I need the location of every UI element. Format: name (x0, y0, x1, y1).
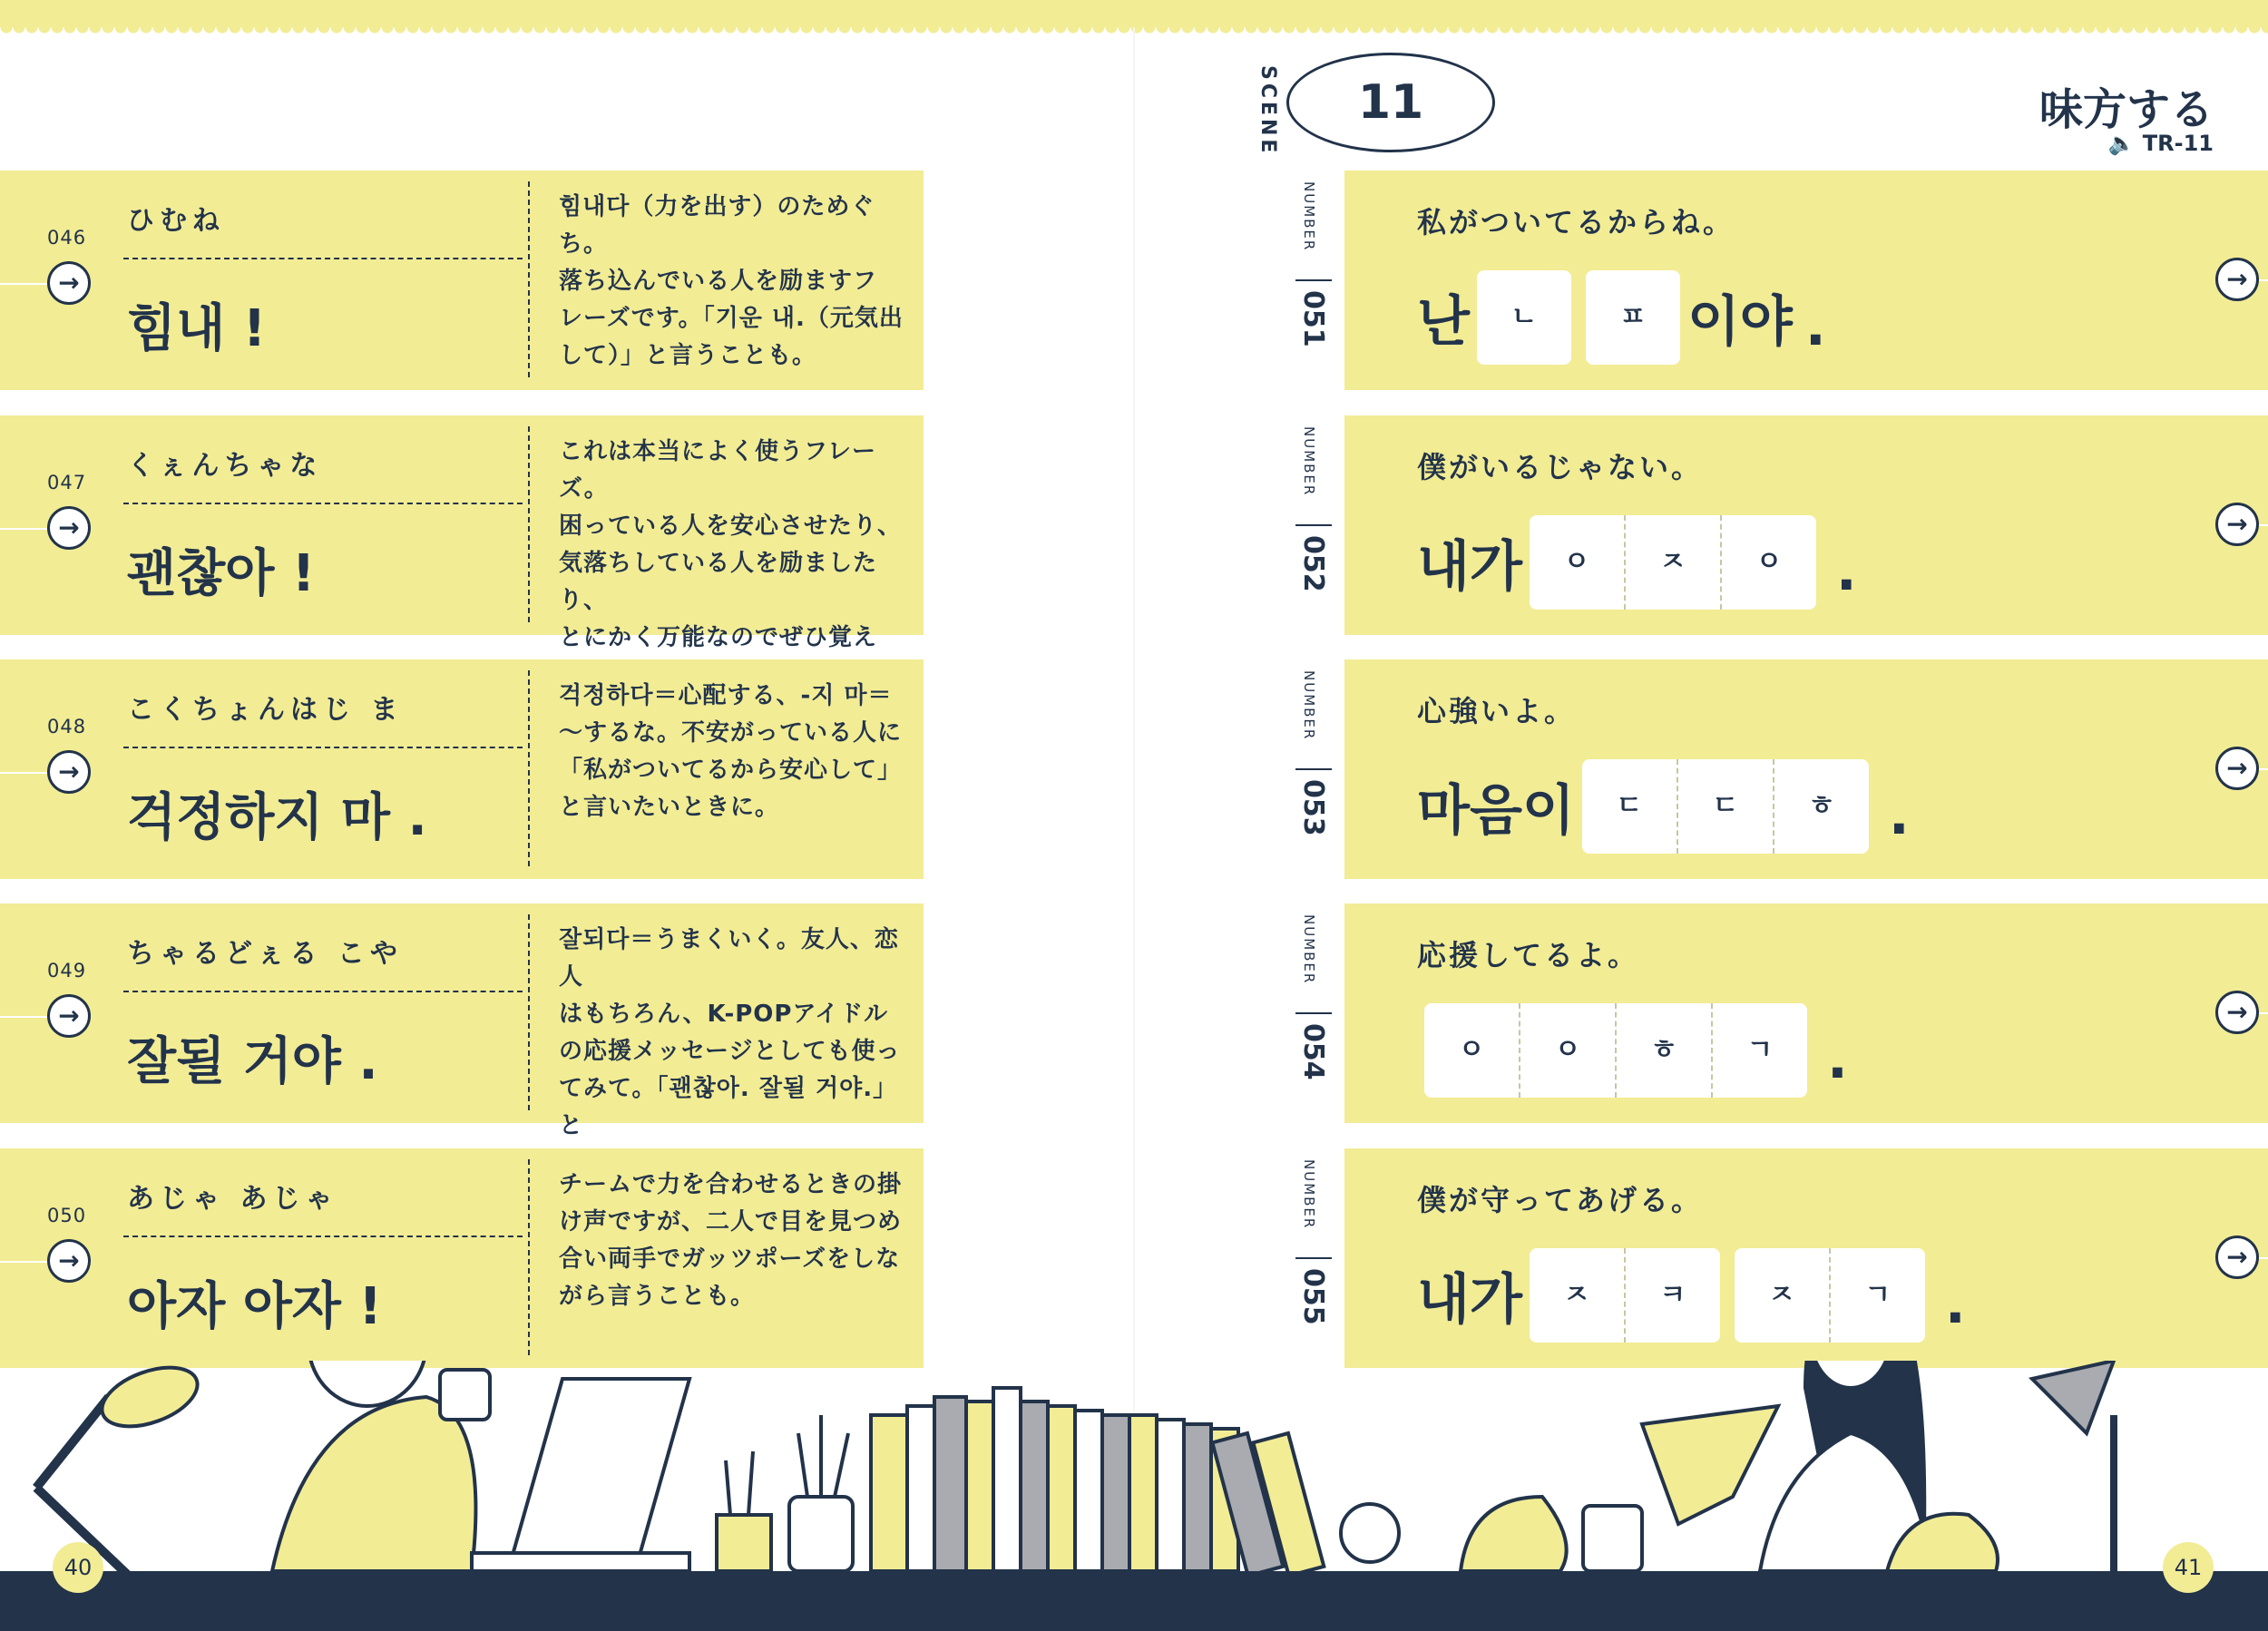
answer-blank[interactable]: ㅍ (1619, 301, 1647, 333)
phrase-card (0, 1148, 924, 1368)
divider (528, 426, 530, 622)
answer-box-group (1586, 270, 1680, 365)
phrase-note: 걱정하다＝心配する、-지 마＝ ～するな。不安がっている人に 「私がついてるから安心して」 と言いたいときに。 (559, 682, 903, 821)
number-label: NUMBER (1301, 670, 1317, 741)
person-left-with-laptop (272, 1361, 689, 1571)
answer-blank[interactable]: ㄷ (1616, 790, 1643, 822)
phrase-period: . (1888, 784, 1910, 847)
number-tag (1295, 415, 1332, 635)
phrase-card (0, 171, 924, 390)
phrase-note: これは本当によく使うフレーズ。 困っている人を安心させたり、 気落ちしている人を励ましたり、 とにかく万能なのでぜひ覚え (559, 438, 903, 651)
arrow-right-icon[interactable]: → (47, 506, 91, 550)
speaker-icon: 🔈 (2107, 131, 2136, 156)
answer-blank[interactable]: ㄷ (1677, 759, 1773, 854)
connector-line (2259, 279, 2268, 281)
quiz-phrase (1417, 1003, 1848, 1098)
arrow-right-icon[interactable]: → (2215, 258, 2259, 301)
phrase-prefix: 마음이 (1417, 779, 1575, 843)
quiz-card (1344, 659, 2268, 879)
phrase-korean: 아자 아자 ! (127, 1277, 382, 1336)
desk-lamp-right (2032, 1361, 2148, 1597)
phrase-korean: 괜찮아 ! (127, 544, 316, 603)
connector-line (2259, 524, 2268, 526)
phrase-reading: ちゃるどぇる こや (127, 938, 403, 970)
divider (1295, 768, 1332, 770)
book-row (871, 1388, 1324, 1576)
quiz-phrase (1417, 759, 1910, 854)
divider (1295, 524, 1332, 526)
connector-line (0, 528, 47, 530)
number-tag (1295, 1148, 1332, 1368)
phrase-prefix: 내가 (1417, 535, 1522, 599)
phrase-card (0, 659, 924, 879)
answer-blank[interactable]: ㅈ (1624, 515, 1720, 610)
connector-line (0, 1261, 47, 1263)
phrase-period: . (1944, 1273, 1966, 1336)
answer-blank[interactable]: ㅈ (1768, 1279, 1795, 1311)
phrase-card (0, 415, 924, 651)
phrase-note: 힘내다（力を出す）のためぐち。 落ち込んでいる人を励ますフ レーズです。「기운 내.（元気出 して）」と言うことも。 (559, 193, 904, 369)
answer-box-group (1424, 1003, 1807, 1098)
top-stripe (0, 0, 2268, 27)
page-number-right: 41 (2163, 1542, 2214, 1593)
arrow-right-icon[interactable]: → (47, 750, 91, 794)
divider (1295, 279, 1332, 281)
phrase-number: 047 (47, 472, 87, 493)
number-tag (1295, 903, 1332, 1123)
answer-box-group (1477, 270, 1571, 365)
divider (123, 1235, 523, 1237)
quiz-card (1344, 1148, 2268, 1368)
arrow-right-icon[interactable]: → (47, 1239, 91, 1283)
connector-line (2259, 1012, 2268, 1014)
number-label: NUMBER (1301, 914, 1317, 985)
quiz-prompt-japanese: 応援してるよ。 (1417, 938, 1640, 972)
phrase-suffix: 이야 (1686, 290, 1793, 354)
quiz-prompt-japanese: 私がついてるからね。 (1417, 205, 1735, 239)
arrow-right-icon[interactable]: → (47, 261, 91, 305)
answer-blank[interactable]: ㅇ (1720, 515, 1816, 610)
person-right-with-tablet (1642, 1361, 1998, 1571)
arrow-right-icon[interactable]: → (47, 994, 91, 1038)
divider (1295, 1257, 1332, 1259)
audio-track[interactable] (2108, 131, 2214, 156)
number-tag (1295, 659, 1332, 879)
connector-line (2259, 1257, 2268, 1259)
quiz-prompt-japanese: 僕がいるじゃない。 (1417, 450, 1704, 484)
answer-box-group (1530, 1248, 1720, 1343)
item-number: 055 (1297, 1268, 1329, 1325)
quiz-prompt-japanese: 僕が守ってあげる。 (1417, 1183, 1704, 1217)
quiz-phrase (1417, 1248, 1966, 1343)
phrase-korean: 잘될 거야 . (127, 1032, 378, 1091)
item-number: 053 (1297, 779, 1329, 836)
number-label: NUMBER (1301, 181, 1317, 252)
number-tag (1295, 171, 1332, 390)
answer-blank[interactable]: ㄱ (1711, 1003, 1807, 1098)
quiz-phrase (1417, 515, 1857, 610)
track-label: TR-11 (2142, 131, 2214, 156)
desk-surface (0, 1571, 2268, 1631)
divider (123, 747, 523, 748)
answer-blank[interactable]: ㅇ (1519, 1003, 1615, 1098)
answer-blank[interactable]: ㅋ (1624, 1248, 1720, 1343)
phrase-reading: あじゃ あじゃ (127, 1183, 338, 1215)
connector-line (0, 1016, 47, 1018)
phrase-number: 046 (47, 227, 87, 249)
answer-blank[interactable]: ㅈ (1563, 1279, 1590, 1311)
quiz-card (1344, 903, 2268, 1123)
phrase-reading: こくちょんはじ ま (127, 694, 404, 726)
divider (123, 503, 523, 504)
phrase-prefix: 난 (1417, 290, 1470, 354)
item-number: 054 (1297, 1023, 1329, 1080)
phrase-korean: 힘내 ! (127, 299, 267, 358)
connector-line (0, 283, 47, 285)
answer-blank[interactable]: ㅇ (1563, 546, 1590, 578)
connector-line (0, 772, 47, 774)
page-title: 味方する (2038, 84, 2214, 135)
connector-line (2259, 768, 2268, 770)
divider (528, 1159, 530, 1355)
answer-blank[interactable]: ㅎ (1773, 759, 1869, 854)
phrase-reading: くぇんちゃな (127, 450, 323, 482)
answer-box-group (1735, 1248, 1925, 1343)
phrase-number: 049 (47, 960, 87, 982)
phrase-prefix: 내가 (1417, 1268, 1522, 1332)
phrase-period: . (1827, 1028, 1848, 1091)
scene-label: SCENE (1256, 65, 1279, 157)
phrase-period: . (1804, 295, 1826, 358)
answer-blank[interactable]: ㄱ (1829, 1248, 1925, 1343)
answer-box-group (1582, 759, 1869, 854)
divider (1295, 1012, 1332, 1014)
item-number: 052 (1297, 535, 1329, 592)
arrow-right-icon[interactable]: → (2215, 747, 2259, 790)
arrow-right-icon[interactable]: → (2215, 503, 2259, 546)
arrow-right-icon[interactable]: → (2215, 1235, 2259, 1279)
divider (528, 914, 530, 1110)
answer-blank[interactable]: ㅇ (1458, 1034, 1485, 1066)
quiz-prompt-japanese: 心強いよ。 (1417, 694, 1577, 728)
scene-number-badge: 11 (1286, 53, 1495, 152)
phrase-period: . (1835, 540, 1857, 603)
item-number: 051 (1297, 290, 1329, 347)
quiz-card (1344, 415, 2268, 635)
number-label: NUMBER (1301, 1159, 1317, 1230)
pen-cup-and-diffuser (717, 1415, 853, 1571)
arrow-right-icon[interactable]: → (2215, 991, 2259, 1034)
answer-box-group (1530, 515, 1816, 610)
quiz-phrase (1417, 270, 1826, 365)
phrase-number: 050 (47, 1205, 87, 1226)
divider (123, 991, 523, 992)
quiz-card (1344, 171, 2268, 390)
divider (528, 181, 530, 377)
answer-blank[interactable]: ㄴ (1510, 301, 1538, 333)
phrase-card (0, 903, 924, 1139)
phrase-note: 잘되다＝うまくいく。友人、恋人 はもちろん、K-POPアイドル の応援メッセージとしても使っ てみて。「괜찮아. 잘될 거야.」と (559, 926, 901, 1139)
answer-blank[interactable]: ㅎ (1615, 1003, 1711, 1098)
number-label: NUMBER (1301, 426, 1317, 497)
divider (528, 670, 530, 866)
page-number-left: 40 (53, 1542, 103, 1593)
divider (123, 258, 523, 259)
phrase-reading: ひむね (127, 205, 225, 237)
phrase-number: 048 (47, 716, 87, 737)
phrase-note: チームで力を合わせるときの掛 け声ですが、二人で目を見つめ 合い両手でガッツポーズをしな がら言うことも。 (559, 1171, 903, 1310)
clock-chips-mug (1341, 1497, 1642, 1571)
phrase-korean: 걱정하지 마 . (127, 788, 427, 847)
